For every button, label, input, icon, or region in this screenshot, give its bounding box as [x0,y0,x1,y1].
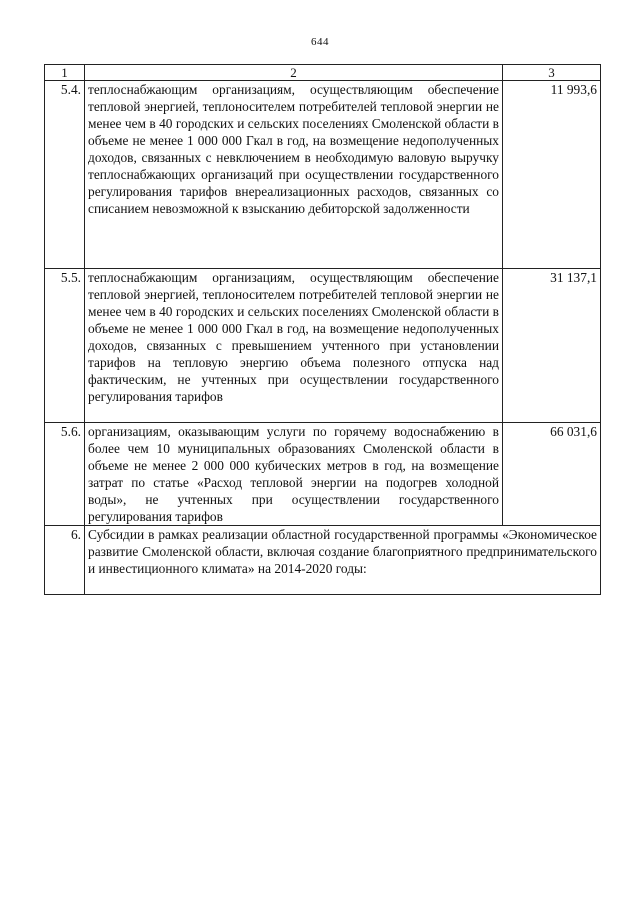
row-number: 5.6. [45,423,85,526]
table-row [45,423,601,526]
appropriations-table [44,64,601,595]
row-number: 6. [45,526,85,595]
row-amount: 66 031,6 [503,423,601,526]
row-amount: 31 137,1 [503,269,601,423]
row-number: 5.5. [45,269,85,423]
column-header-2: 2 [85,65,503,81]
column-header-1: 1 [45,65,85,81]
row-description: теплоснабжающим организациям, осуществляющим обеспечение тепловой энергией, теплоносителем потребителей тепловой энергии не менее чем в 40 городских и сельских поселениях Смоленской области в объеме не менее 1 000 000 Гкал в год, на возмещение недополученных доходов, связанных с превышением учтенного при установлении тарифов на тепловую энергию объема полезного отпуска над фактическим, не учтенных при осуществлении государственного регулирования тарифов [85,269,503,423]
row-description: теплоснабжающим организациям, осуществляющим обеспечение тепловой энергией, теплоносителем потребителей тепловой энергии не менее чем в 40 городских и сельских поселениях Смоленской области в объеме не менее 1 000 000 Гкал в год, на возмещение недополученных доходов, связанных с невключением в необходимую валовую выручку теплоснабжающих организаций при осуществлении государственного регулирования тарифов внереализационных расходов, связанных со списанием невозможной к взысканию дебиторской задолженности [85,81,503,269]
table-row [45,526,601,595]
column-header-3: 3 [503,65,601,81]
row-number: 5.4. [45,81,85,269]
row-amount: 11 993,6 [503,81,601,269]
table-row [45,81,601,269]
row-description: организациям, оказывающим услуги по горячему водоснабжению в более чем 10 муниципальных образованиях Смоленской области в объеме не менее 2 000 000 кубических метров в год, на возмещение затрат по статье «Расход тепловой энергии на подогрев холодной воды», не учтенных при осуществлении государственного регулирования тарифов [85,423,503,526]
page-number: 644 [311,36,329,48]
row-description: Субсидии в рамках реализации областной государственной программы «Экономическое развитие Смоленской области, включая создание благоприятного предпринимательского и инвестиционного климата» на 2014-2020 годы: [85,526,601,595]
table-row [45,269,601,423]
table-header-row [45,65,601,81]
